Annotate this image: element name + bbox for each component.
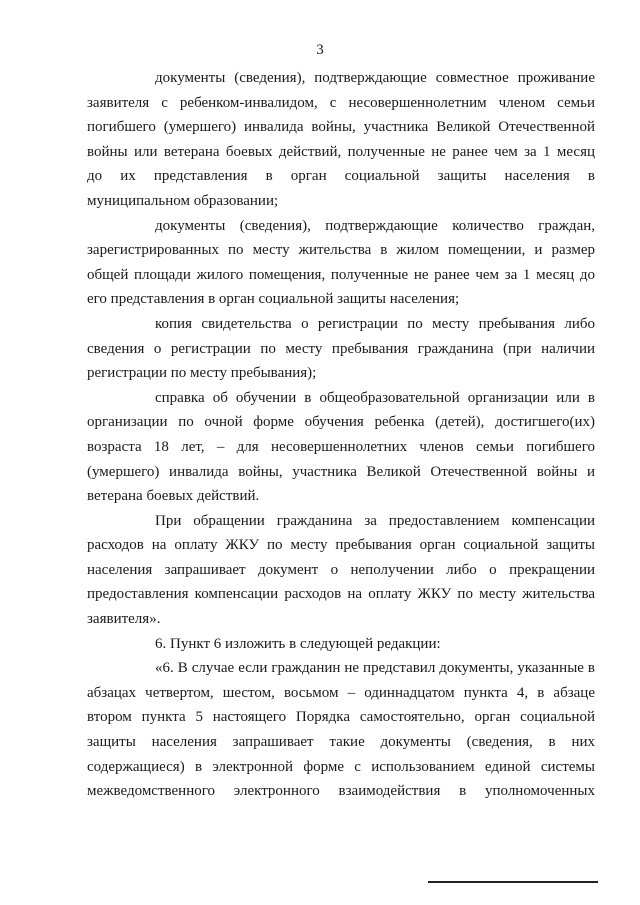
text-line: ветерана боевых действий. — [87, 488, 260, 505]
text-line: копия свидетельства о регистрации по месту пребывания либо — [155, 315, 595, 332]
paragraph — [87, 66, 595, 214]
text-line: (умершего) инвалида войны, участника Великой Отечественной войны и — [87, 463, 595, 480]
text-line: погибшего (умершего) инвалида войны, участника Великой Отечественной — [87, 119, 595, 136]
text-line: абзацах четвертом, шестом, восьмом – одиннадцатом пункта 4, в абзаце — [87, 684, 595, 701]
text-line: заявителя с ребенком-инвалидом, с несовершеннолетним членом семьи — [87, 94, 595, 111]
text-line: сведения о регистрации по месту пребывания гражданина (при наличии — [87, 340, 595, 357]
text-line: организации по очной форме обучения ребенка (детей), достигшего(их) — [87, 414, 595, 431]
text-line: войны или ветерана боевых действий, полученные не ранее чем за 1 месяц — [87, 143, 595, 160]
text-line: населения запрашивает документ о неполучении либо о прекращении — [87, 561, 595, 578]
footer-rule — [428, 881, 598, 883]
text-line: документы (сведения), подтверждающие количество граждан, — [155, 217, 595, 234]
paragraph — [87, 509, 595, 632]
text-line: заявителя». — [87, 611, 161, 628]
paragraph — [87, 214, 595, 312]
document-body — [87, 66, 595, 804]
text-line: возраста 18 лет, – для несовершеннолетних членов семьи погибшего — [87, 438, 595, 455]
text-line: его представления в орган социальной защиты населения; — [87, 291, 460, 308]
page-number: 3 — [316, 42, 324, 58]
paragraph — [87, 386, 595, 509]
text-line: документы (сведения), подтверждающие совместное проживание — [155, 70, 595, 86]
paragraph — [87, 312, 595, 386]
text-line: межведомственного электронного взаимодействия в уполномоченных — [87, 783, 595, 800]
text-line: общей площади жилого помещения, полученные не ранее чем за 1 месяц до — [87, 266, 595, 283]
text-line: расходов на оплату ЖКУ по месту пребывания орган социальной защиты — [87, 537, 595, 554]
text-line: муниципальном образовании; — [87, 192, 279, 209]
paragraph — [87, 656, 595, 804]
text-line: содержащиеся) в электронной форме с использованием единой системы — [87, 758, 595, 775]
text-line: При обращении гражданина за предоставлением компенсации — [155, 512, 595, 529]
text-line: предоставления компенсации расходов на оплату ЖКУ по месту жительства — [87, 586, 595, 603]
text-line: до их представления в орган социальной защиты населения в — [87, 168, 595, 185]
text-line: регистрации по месту пребывания); — [87, 365, 317, 382]
text-line: справка об обучении в общеобразовательной организации или в — [155, 389, 595, 406]
paragraph — [87, 632, 595, 657]
text-line: втором пункта 5 настоящего Порядка самостоятельно, орган социальной — [87, 709, 595, 726]
text-line: зарегистрированных по месту жительства в жилом помещении, и размер — [87, 242, 595, 259]
text-line: 6. Пункт 6 изложить в следующей редакции: — [155, 635, 441, 652]
text-line: защиты населения запрашивает такие документы (сведения, в них — [87, 734, 595, 751]
text-line: «6. В случае если гражданин не представил документы, указанные в — [155, 660, 595, 677]
